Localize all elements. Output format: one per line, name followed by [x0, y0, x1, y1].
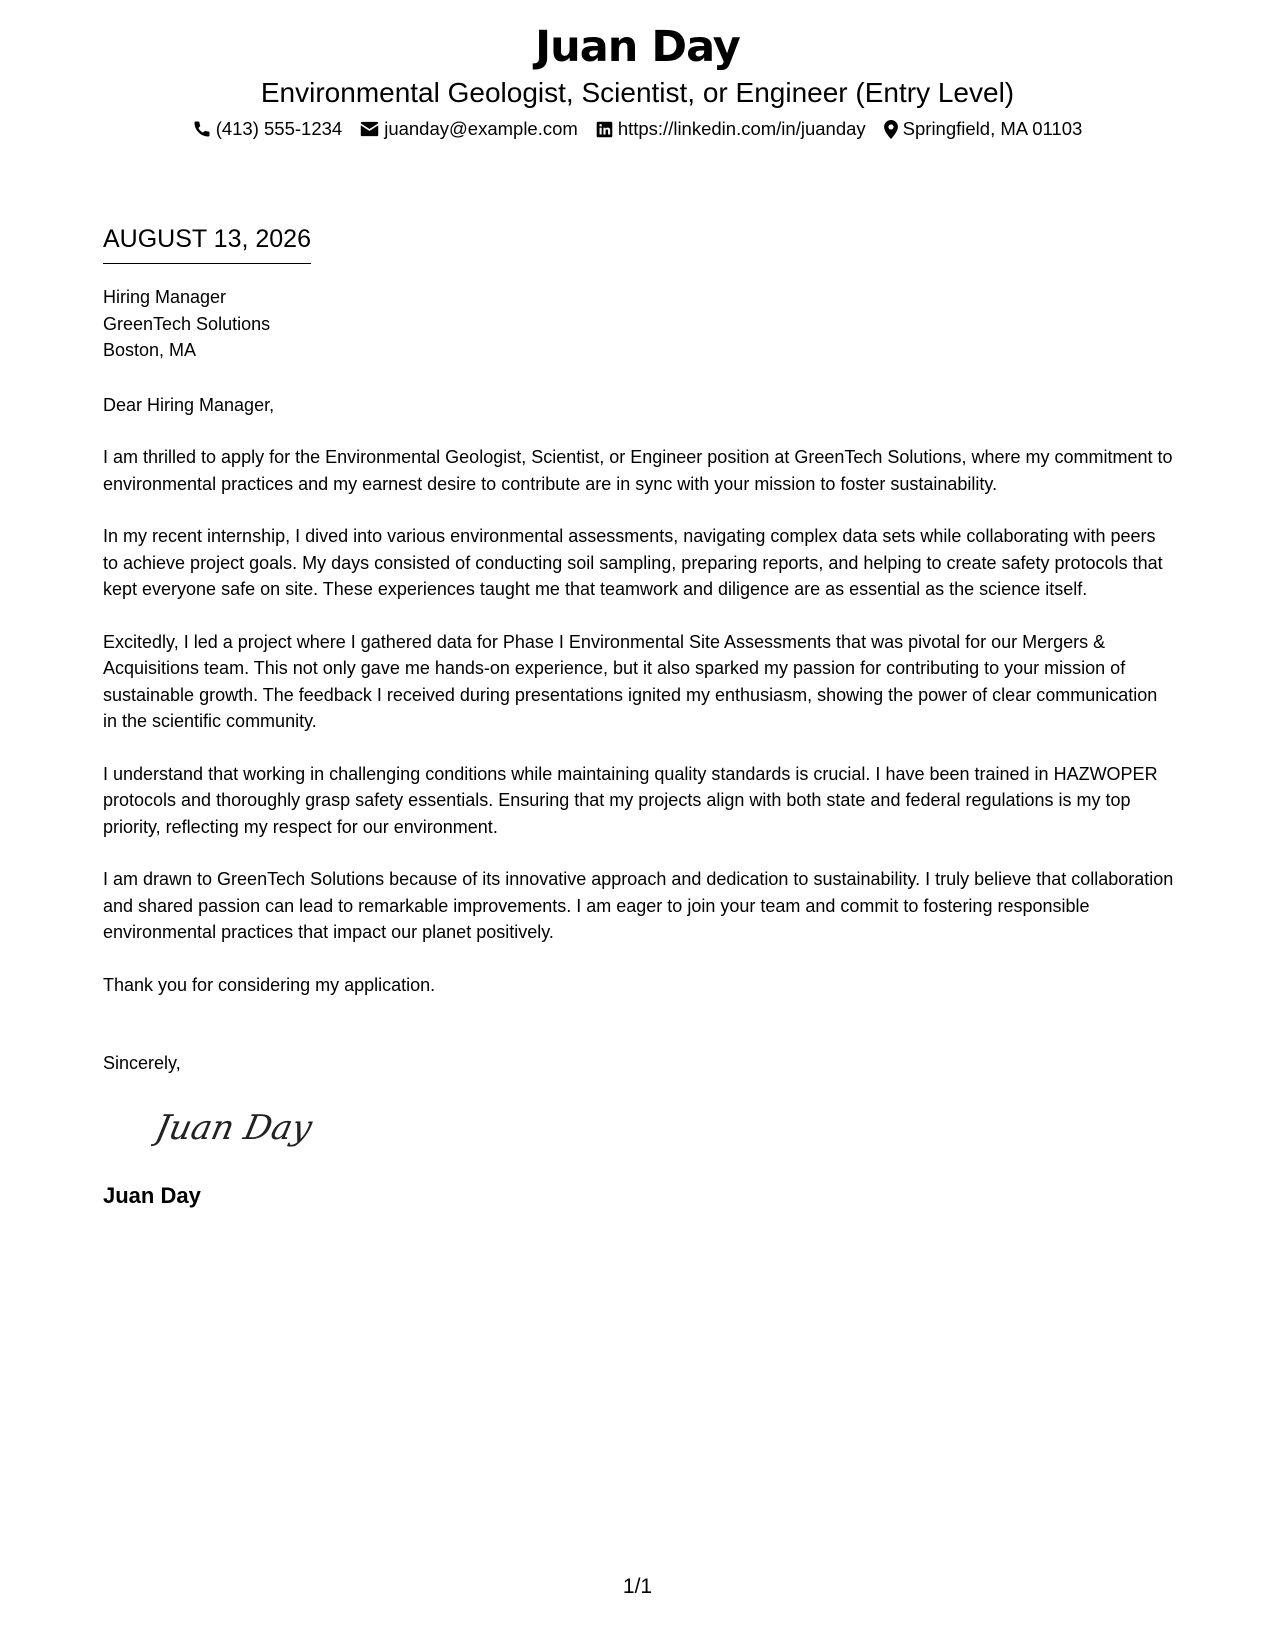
letter-date: AUGUST 13, 2026: [103, 223, 311, 264]
map-pin-icon: [884, 120, 898, 139]
location-text: Springfield, MA 01103: [902, 118, 1083, 139]
linkedin-icon: [596, 121, 613, 138]
letter-header: [0, 18, 1275, 142]
recipient-block: [103, 284, 1175, 364]
body-paragraph: I am thrilled to apply for the Environmental Geologist, Scientist, or Engineer position at GreenTech Solutions, where my commitment to environmental practices and my earnest desire to contribute are in sync with your mission to foster sustainability.: [103, 447, 1173, 494]
body-paragraph: Excitedly, I led a project where I gathered data for Phase I Environmental Site Assessments that was pivotal for our Mergers & Acquisitions team. This not only gave me hands-on experience, but it also sparked my passion for contributing to your mission of sustainable growth. The feedback I received during presentations ignited my enthusiasm, showing the power of clear communication in the scientific community.: [103, 631, 1158, 731]
signature-script: Juan Day: [151, 1107, 316, 1148]
body-paragraph: I am drawn to GreenTech Solutions because of its innovative approach and dedication to sustainability. I truly believe that collaboration and shared passion can lead to remarkable improvements. I am eager to join your team and commit to fostering responsible environmental practices that impact our planet positively.: [103, 869, 1174, 942]
applicant-name: Juan Day: [535, 22, 740, 72]
sign-off: Sincerely,: [103, 1053, 181, 1073]
body-paragraph: In my recent internship, I dived into various environmental assessments, navigating complex data sets while collaborating with peers to achieve project goals. My days consisted of conducting soil sampling, preparing reports, and helping to create safety protocols that kept everyone safe on site. These experiences taught me that teamwork and diligence are as essential as the science itself.: [103, 526, 1163, 599]
linkedin-url[interactable]: https://linkedin.com/in/juanday: [617, 118, 866, 139]
body-paragraph: I understand that working in challenging conditions while maintaining quality standards is crucial. I have been trained in HAZWOPER protocols and thoroughly grasp safety essentials. Ensuring that my projects align with both state and federal regulations is my top priority, reflecting my respect for our environment.: [103, 763, 1158, 837]
recipient-line: GreenTech Solutions: [103, 313, 271, 334]
contact-phone: [193, 116, 343, 142]
handwritten-signature: [151, 1105, 321, 1153]
salutation: Dear Hiring Manager,: [103, 394, 275, 415]
closing-line: Thank you for considering my application.: [103, 974, 436, 995]
letter-body: [103, 223, 1175, 1210]
envelope-icon: [360, 121, 379, 137]
page-indicator: 1/1: [622, 1575, 653, 1598]
applicant-title: Environmental Geologist, Scientist, or Engineer (Entry Level): [260, 77, 1015, 108]
signer-name: Juan Day: [103, 1183, 201, 1208]
recipient-line: Boston, MA: [103, 340, 197, 360]
recipient-line: Hiring Manager: [103, 287, 227, 307]
email-address[interactable]: juanday@example.com: [384, 118, 578, 139]
contact-bar: [0, 116, 1275, 142]
contact-linkedin[interactable]: [596, 116, 866, 142]
contact-location: [884, 116, 1083, 142]
contact-email[interactable]: [360, 116, 578, 142]
phone-icon: [193, 120, 211, 138]
phone-number: (413) 555-1234: [215, 118, 343, 139]
